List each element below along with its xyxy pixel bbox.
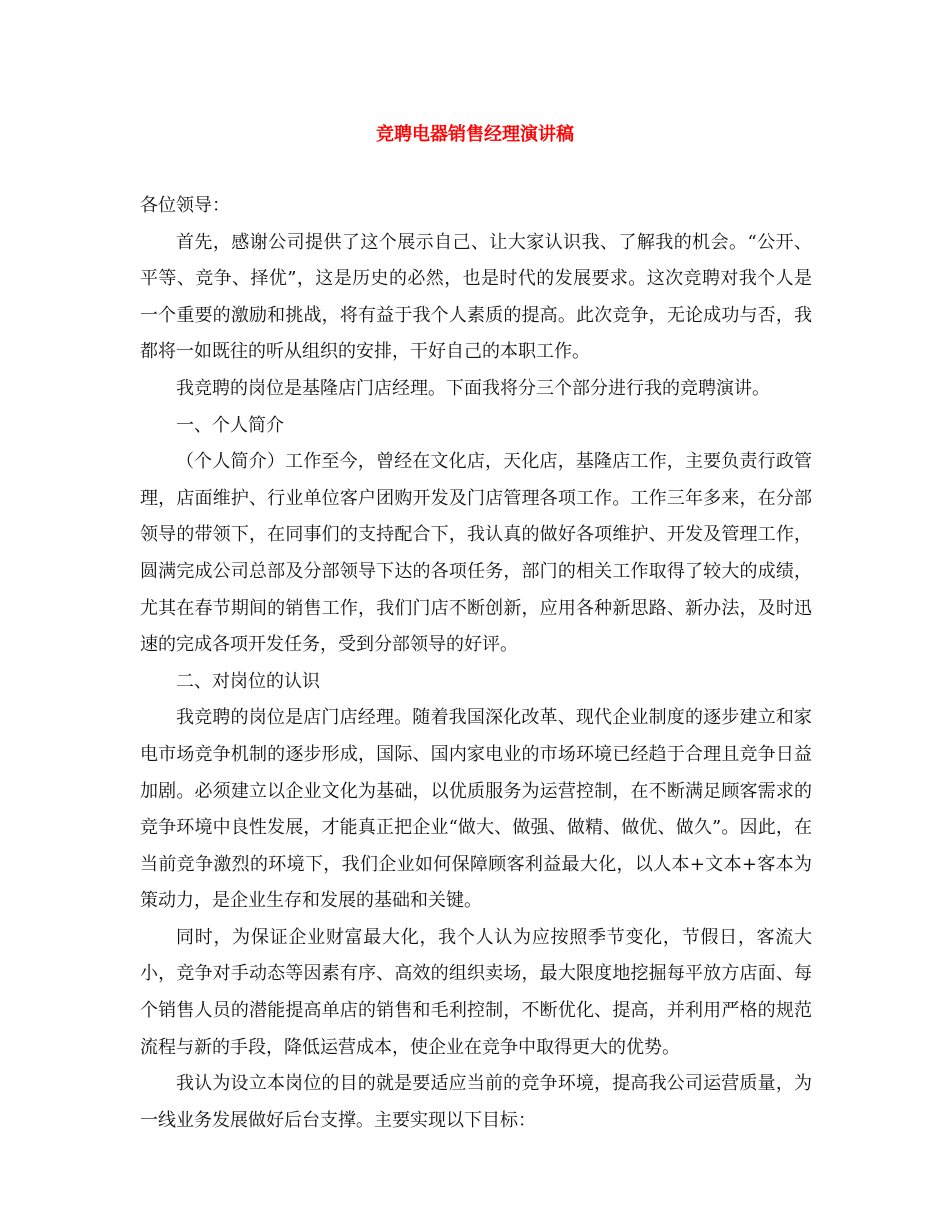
paragraph-role-understanding: 我竞聘的岗位是店门店经理。随着我国深化改革、现代企业制度的逐步建立和家电市场竞争机制的逐步形成，国际、国内家电业的市场环境已经趋于合理且竞争日益加剧。必须建立以企业文化为基础，以优质服务为运营控制，在不断满足顾客需求的竞争环境中良性发展，才能真正把企业“做大、做强、做精、做优、做久”。因此，在当前竞争激烈的环境下，我们企业如何保障顾客利益最大化，以人本+文本+客本为策动力，是企业生存和发展的基础和关键。 <box>140 707 812 912</box>
paragraph-position: 我竞聘的岗位是基隆店门店经理。下面我将分三个部分进行我的竞聘演讲。 <box>176 377 770 399</box>
document-body <box>140 188 812 1139</box>
paragraph-profile: （个人简介）工作至今，曾经在文化店，天化店，基隆店工作，主要负责行政管理，店面维护、行业单位客户团购开发及门店管理各项工作。工作三年多来，在分部领导的带领下，在同事们的支持配合下，我认真的做好各项维护、开发及管理工作，圆满完成公司总部及分部领导下达的各项任务，部门的相关工作取得了较大的成绩，尤其在春节期间的销售工作，我们门店不断创新，应用各种新思路、新办法，及时迅速的完成各项开发任务，受到分部领导的好评。 <box>140 451 812 656</box>
section-heading-1: 一、个人简介 <box>176 414 284 436</box>
paragraph-goals-intro: 我认为设立本岗位的目的就是要适应当前的竞争环境，提高我公司运营质量，为一线业务发展做好后台支撑。主要实现以下目标： <box>140 1073 812 1131</box>
section-heading-2: 二、对岗位的认识 <box>176 670 320 692</box>
document-title: 竞聘电器销售经理演讲稿 <box>376 124 574 145</box>
paragraph-opening: 首先，感谢公司提供了这个展示自己、让大家认识我、了解我的机会。“公开、平等、竞争、择优”，这是历史的必然，也是时代的发展要求。这次竞聘对我个人是一个重要的激励和挑战，将有益于我个人素质的提高。此次竞争，无论成功与否，我都将一如既往的听从组织的安排，干好自己的本职工作。 <box>140 231 812 363</box>
paragraph-profit-maximization: 同时，为保证企业财富最大化，我个人认为应按照季节变化，节假日，客流大小，竞争对手动态等因素有序、高效的组织卖场，最大限度地挖掘每平放方店面、每个销售人员的潜能提高单店的销售和毛利控制，不断优化、提高，并利用严格的规范流程与新的手段，降低运营成本，使企业在竞争中取得更大的优势。 <box>140 926 812 1058</box>
salutation: 各位领导： <box>140 195 230 216</box>
